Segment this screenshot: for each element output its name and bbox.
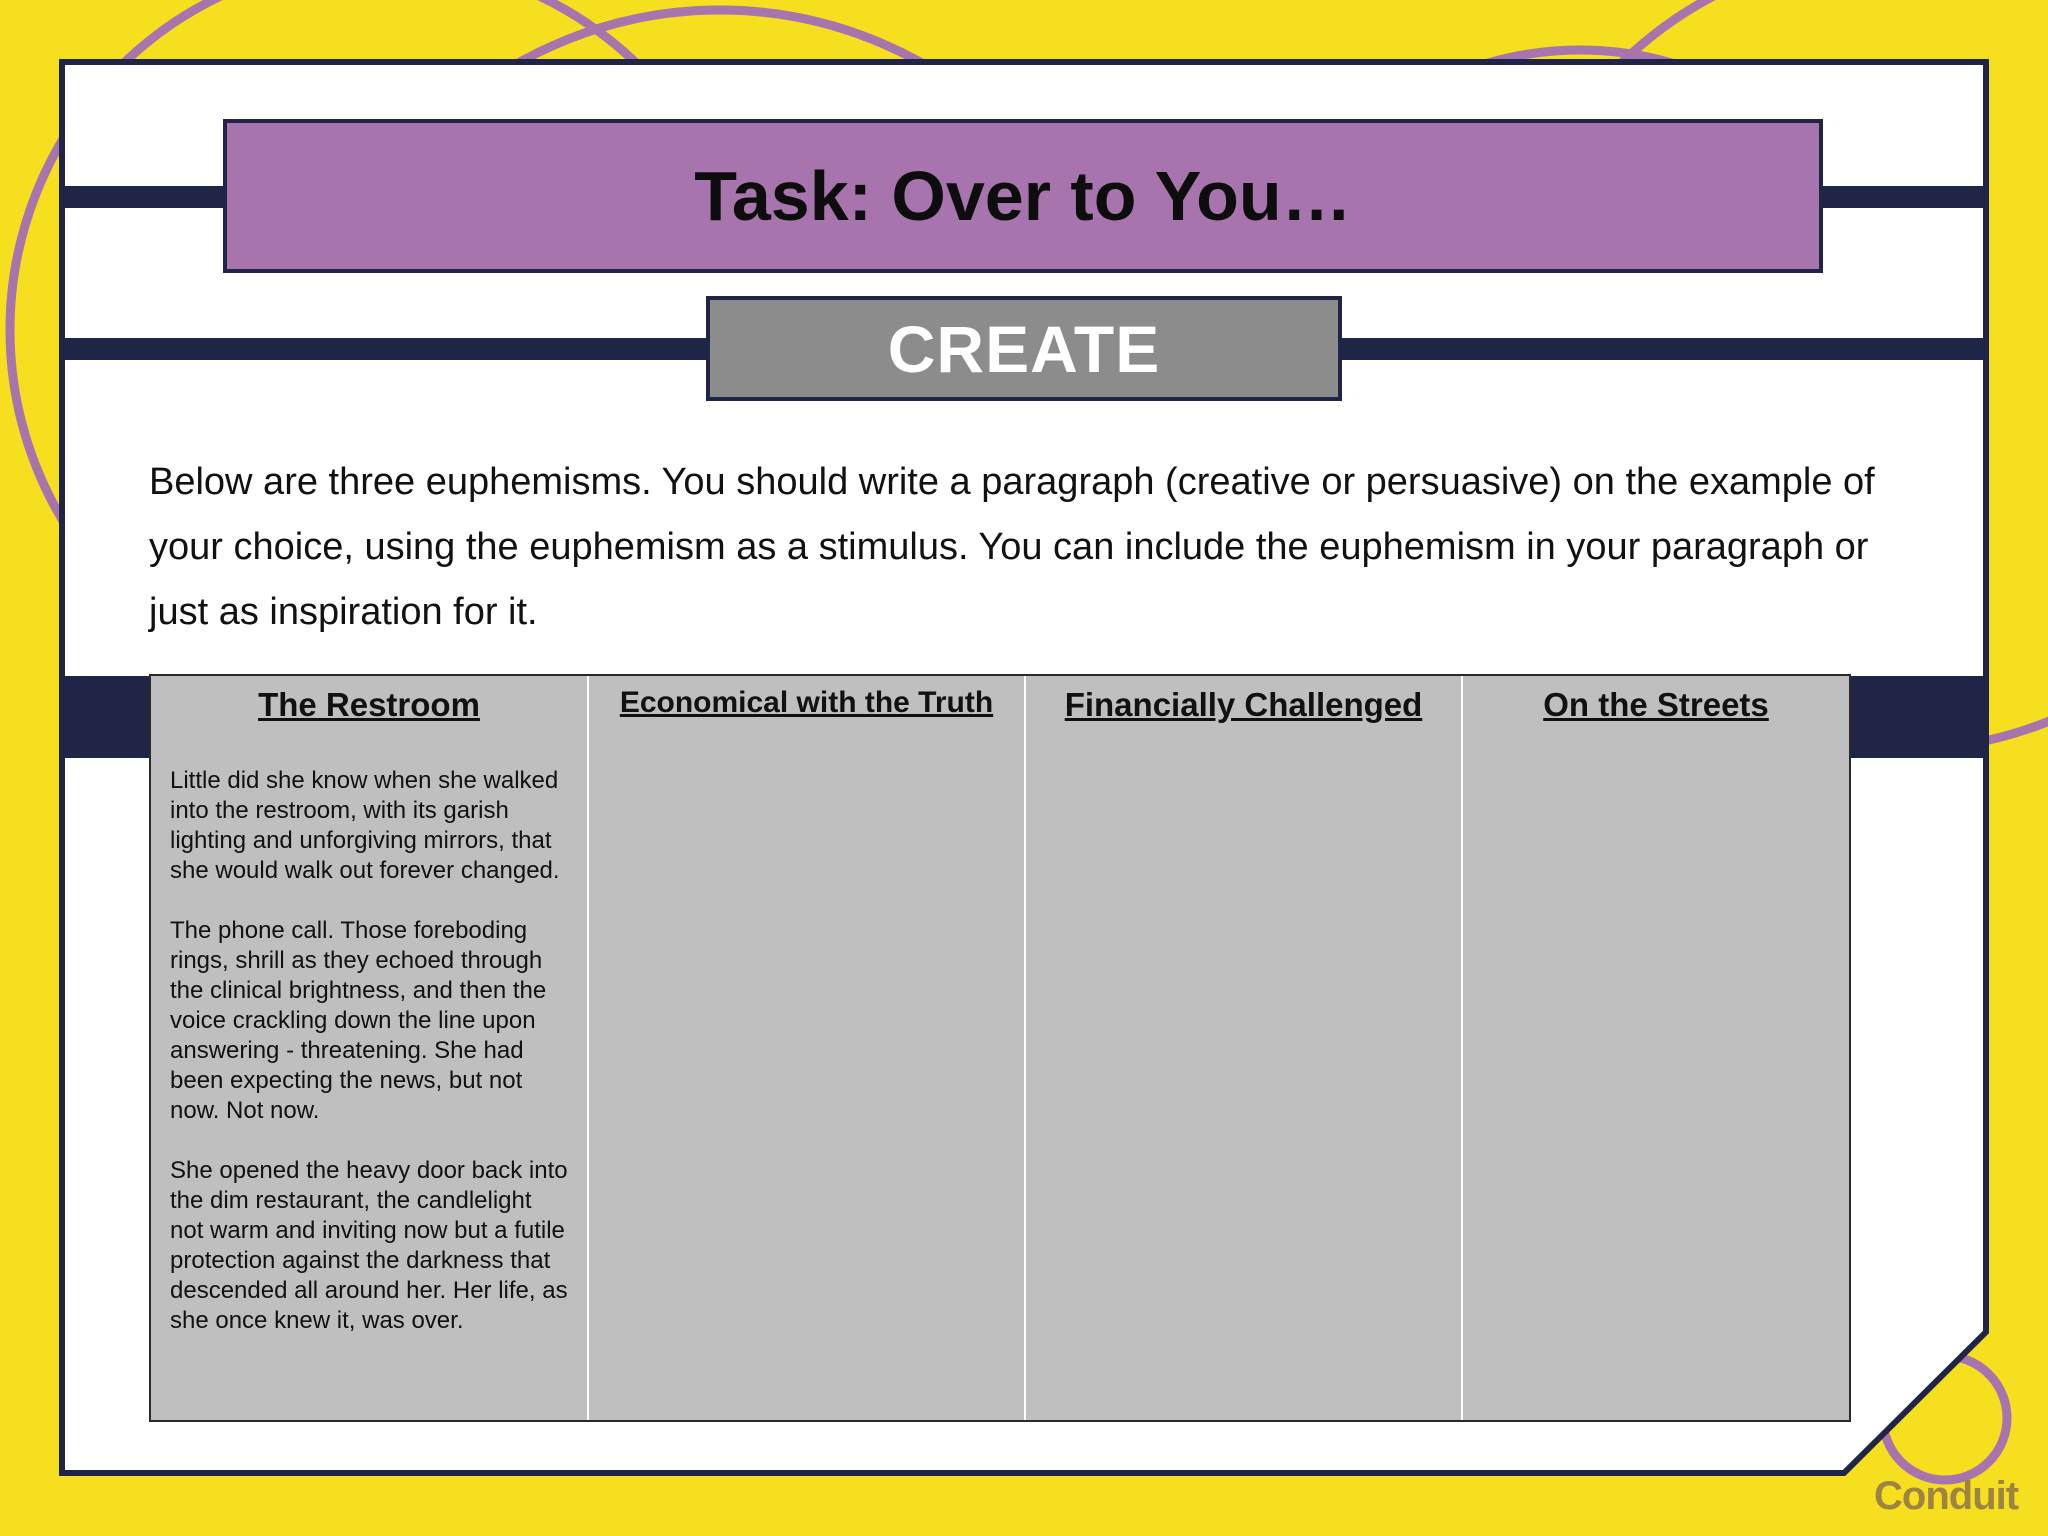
create-label: CREATE xyxy=(887,311,1161,386)
column-economical[interactable] xyxy=(587,676,1024,1420)
title-banner xyxy=(223,119,1823,273)
page-title: Task: Over to You… xyxy=(694,157,1352,235)
example-paragraph: She opened the heavy door back into the dim restaurant, the candlelight not warm and inviting now but a futile protection against the darkness that descended all around her. Her life, as she once knew it, was over. xyxy=(170,1157,568,1334)
task-instructions: Below are three euphemisms. You should write a paragraph (creative or persuasive) on the example of your choice, using the euphemism as a stimulus. You can include the euphemism in your paragraph or just as inspiration for it. xyxy=(149,461,1875,633)
column-heading: Economical with the Truth xyxy=(619,686,994,719)
example-paragraph: The phone call. Those foreboding rings, shrill as they echoed through the clinical brightness, and then the voice crackling down the line upon answering - threatening. She had been expecting the news, but not now. Not now. xyxy=(170,917,547,1124)
create-label-box xyxy=(706,296,1342,401)
euphemism-table xyxy=(149,674,1851,1422)
column-restroom xyxy=(151,676,587,1420)
column-heading: Financially Challenged xyxy=(1064,686,1423,723)
example-paragraphs xyxy=(170,766,570,1366)
column-on-the-streets[interactable] xyxy=(1461,676,1849,1420)
column-financially-challenged[interactable] xyxy=(1024,676,1461,1420)
example-paragraph: Little did she know when she walked into the restroom, with its garish lighting and unforgiving mirrors, that she would walk out forever changed. xyxy=(170,767,560,884)
conduit-logo: Conduit xyxy=(1874,1474,2019,1518)
column-heading: The Restroom xyxy=(258,686,480,723)
column-heading: On the Streets xyxy=(1543,686,1769,723)
